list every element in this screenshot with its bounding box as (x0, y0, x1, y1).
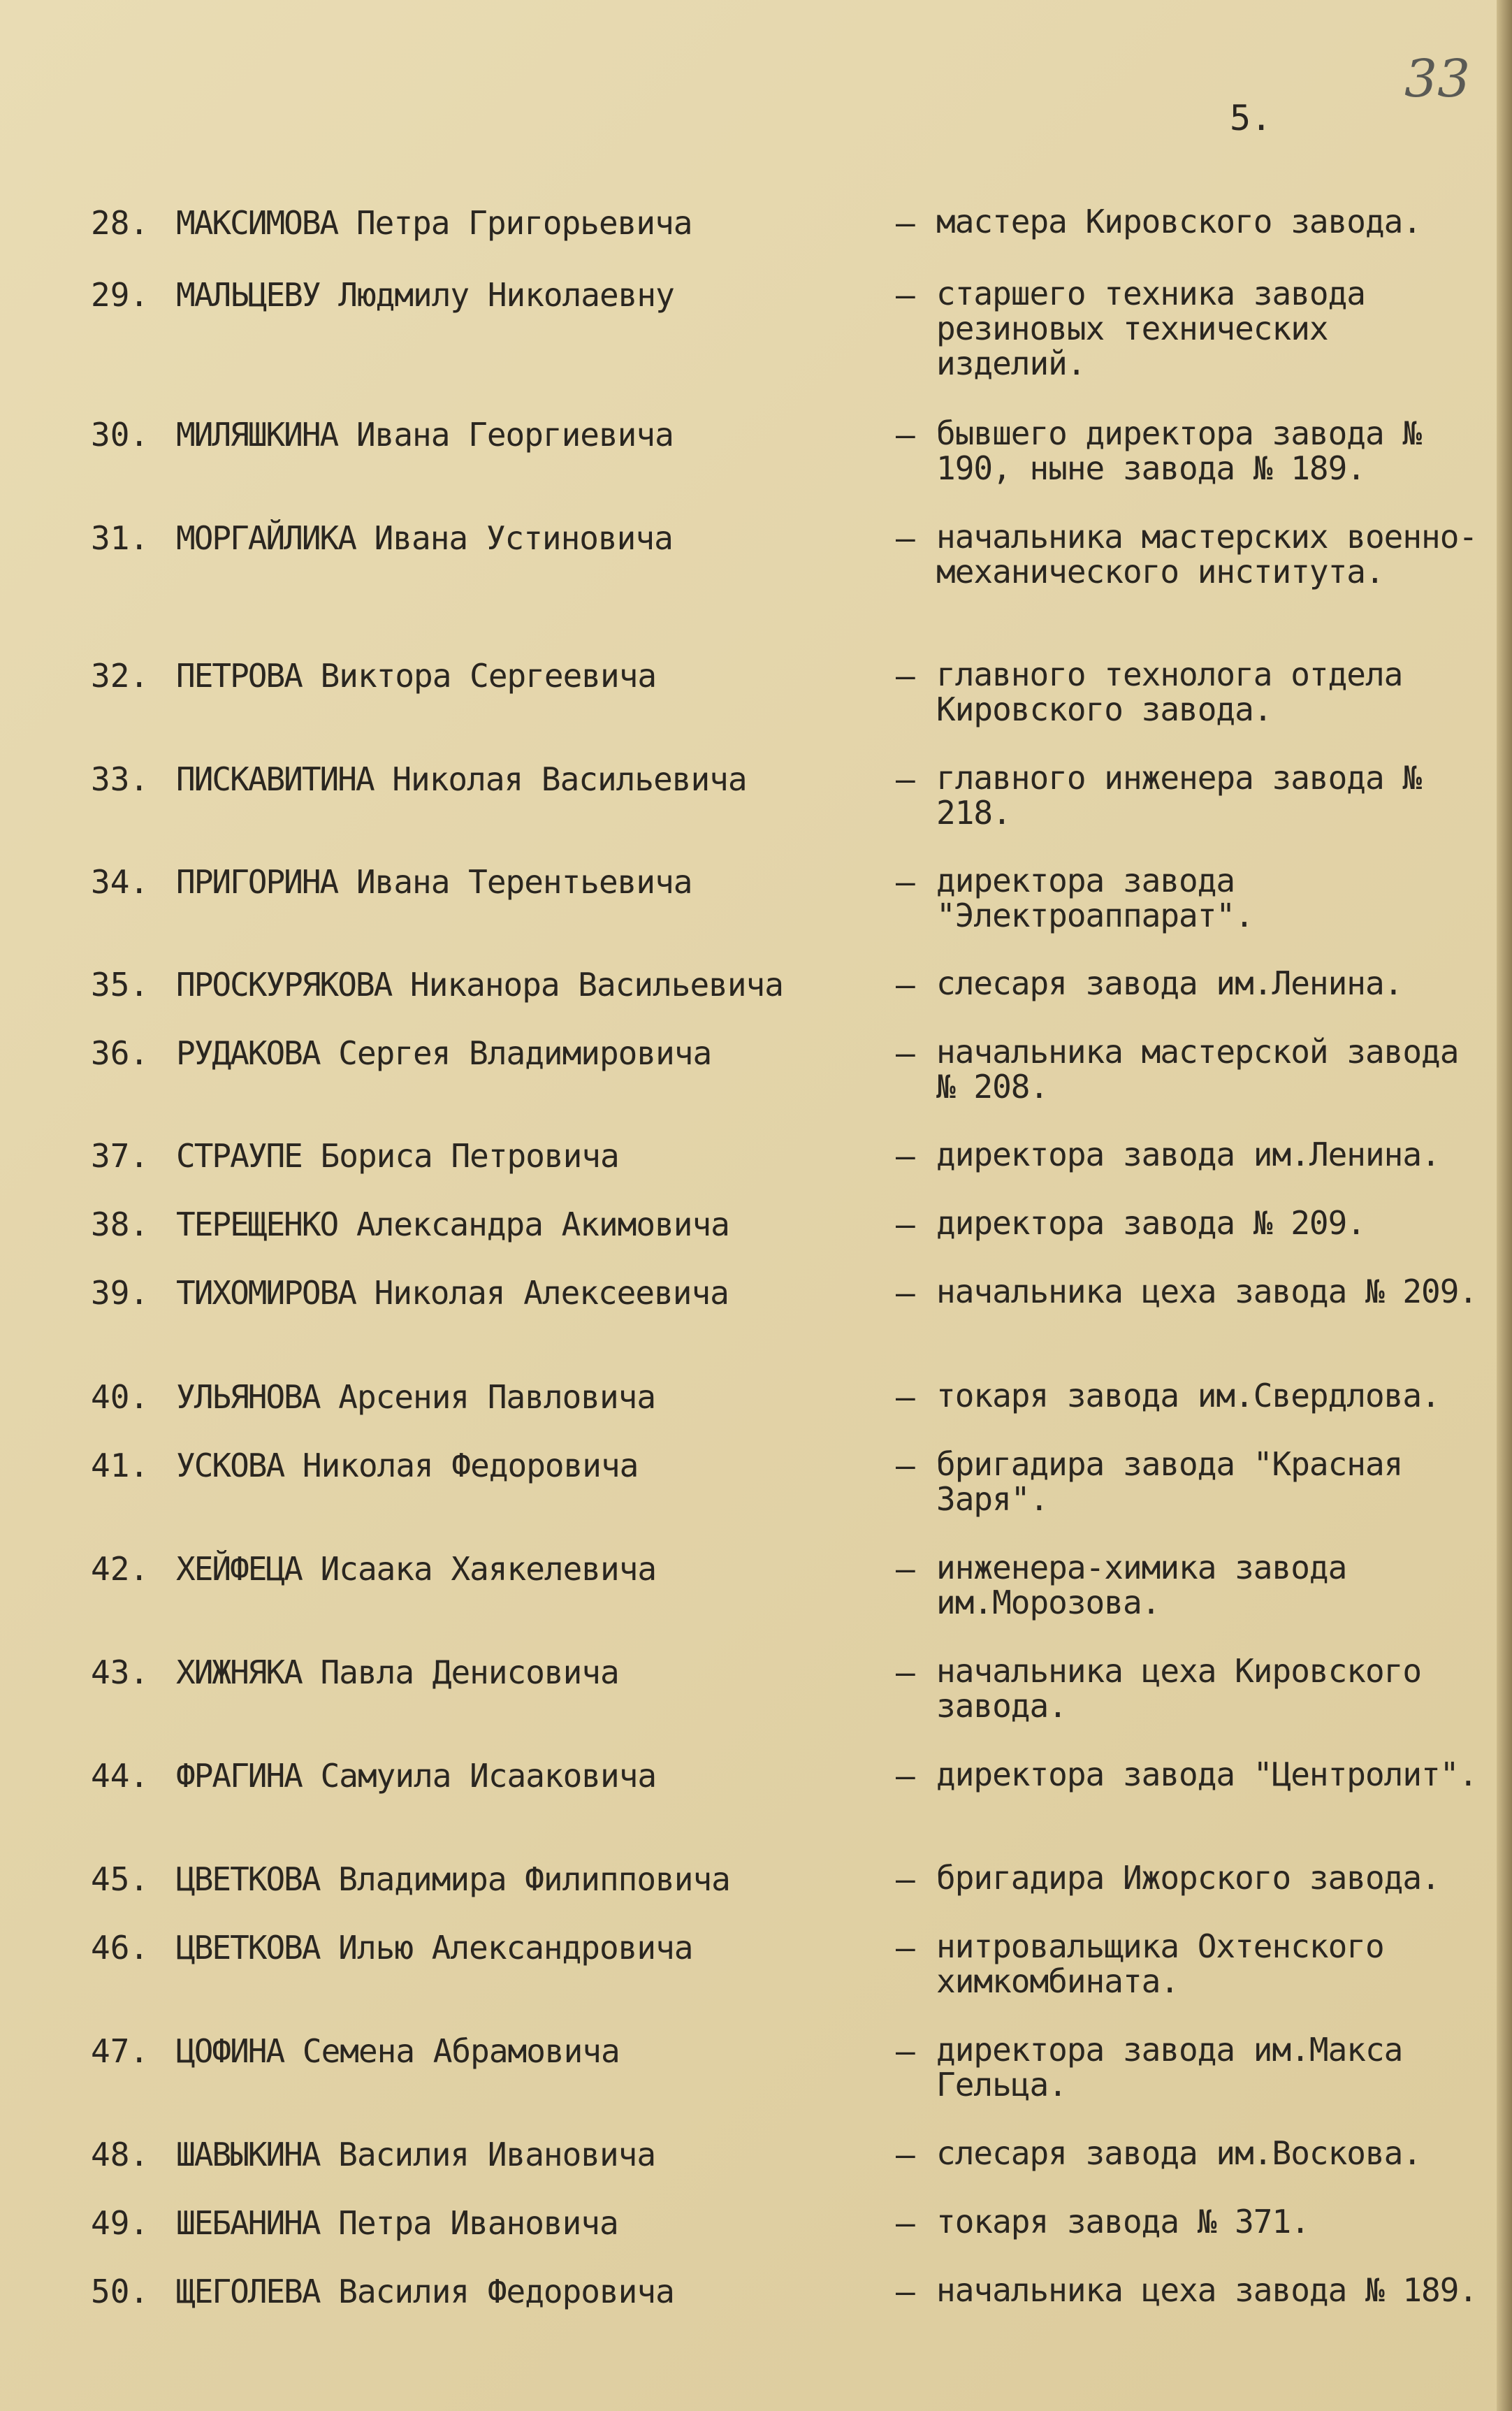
person-surname: УСКОВА (176, 1447, 284, 1484)
separator-dash: – (896, 1550, 915, 1588)
entry-number: 34. (91, 863, 150, 901)
person-given-names: Петра Григорьевича (356, 204, 692, 242)
entry-number: 32. (91, 657, 150, 695)
separator-dash: – (896, 1929, 915, 1967)
position-description: начальника цеха завода № 189. (936, 2271, 1478, 2309)
position-description: слесаря завода им.Воскова. (936, 2134, 1422, 2172)
person-surname: РУДАКОВА (176, 1034, 320, 1072)
separator-dash: – (896, 863, 915, 901)
separator-dash: – (896, 1447, 915, 1484)
position-description: нитровальщика Охтенского химкомбината. (936, 1927, 1384, 2000)
person-surname: УЛЬЯНОВА (176, 1378, 320, 1416)
person-given-names: Исаака Хаякелевича (320, 1550, 657, 1588)
entry-number: 46. (91, 1929, 150, 1967)
person-given-names: Самуила Исааковича (320, 1757, 657, 1795)
position-description: директора завода им.Макса Гельца. (936, 2031, 1403, 2104)
person-surname: ПРИГОРИНА (176, 863, 338, 901)
person-name (176, 1447, 882, 1484)
position-description: начальника цеха Кировского завода. (936, 1652, 1422, 1725)
entry-number: 31. (91, 519, 150, 557)
person-name (176, 863, 882, 901)
separator-dash: – (896, 760, 915, 798)
person-surname: ХЕЙФЕЦА (176, 1550, 302, 1588)
entry-number: 30. (91, 416, 150, 454)
person-given-names: Александра Акимовича (356, 1206, 729, 1243)
person-given-names: Арсения Павловича (338, 1378, 656, 1416)
person-name (176, 1274, 882, 1312)
entry-number: 28. (91, 204, 150, 242)
entry-number: 48. (91, 2136, 150, 2173)
person-name (176, 416, 882, 454)
entry-number: 43. (91, 1653, 150, 1691)
position-description: начальника мастерской завода № 208. (936, 1033, 1459, 1106)
entry-number: 45. (91, 1860, 150, 1898)
position-description: главного инженера завода № 218. (936, 759, 1422, 832)
entry-number: 44. (91, 1757, 150, 1795)
position-description: токаря завода № 371. (936, 2203, 1309, 2240)
separator-dash: – (896, 204, 915, 242)
position-description: старшего техника завода резиновых технических изделий. (936, 275, 1365, 382)
person-name (176, 1034, 882, 1072)
archive-sheet-number: 33 (1404, 49, 1471, 109)
person-given-names: Людмилу Николаевну (338, 276, 674, 314)
person-name (176, 519, 882, 557)
person-given-names: Илью Александровича (338, 1929, 693, 1967)
position-description: бывшего директора завода № 190, ныне завода № 189. (936, 414, 1422, 487)
entry-number: 40. (91, 1378, 150, 1416)
entry-number: 33. (91, 760, 150, 798)
position-description: бригадира Ижорского завода. (936, 1859, 1440, 1897)
separator-dash: – (896, 1206, 915, 1243)
person-surname: ШЕБАНИНА (176, 2204, 320, 2242)
person-name (176, 1929, 882, 1967)
person-given-names: Семена Абрамовича (302, 2032, 620, 2070)
position-description: мастера Кировского завода. (936, 203, 1422, 240)
person-name (176, 966, 882, 1004)
separator-dash: – (896, 1757, 915, 1795)
position-description: слесаря завода им.Ленина. (936, 964, 1403, 1002)
separator-dash: – (896, 2032, 915, 2070)
person-surname: ЦВЕТКОВА (176, 1929, 320, 1967)
entry-number: 38. (91, 1206, 150, 1243)
person-surname: ЦВЕТКОВА (176, 1860, 320, 1898)
position-description: токаря завода им.Свердлова. (936, 1377, 1440, 1414)
entry-number: 36. (91, 1034, 150, 1072)
position-description: директора завода "Центролит". (936, 1755, 1478, 1793)
entry-number: 42. (91, 1550, 150, 1588)
person-given-names: Павла Денисовича (320, 1653, 619, 1691)
person-given-names: Василия Федоровича (338, 2273, 674, 2310)
person-surname: ПЕТРОВА (176, 657, 302, 695)
entry-number: 37. (91, 1137, 150, 1175)
person-surname: МОРГАЙЛИКА (176, 519, 356, 557)
person-surname: ПРОСКУРЯКОВА (176, 966, 392, 1004)
person-name (176, 657, 882, 695)
entry-number: 39. (91, 1274, 150, 1312)
position-description: бригадира завода "Красная Заря". (936, 1445, 1403, 1518)
person-name (176, 2136, 882, 2173)
separator-dash: – (896, 2273, 915, 2310)
person-surname: ТЕРЕЩЕНКО (176, 1206, 338, 1243)
page-number: 5. (1230, 98, 1272, 138)
separator-dash: – (896, 966, 915, 1004)
separator-dash: – (896, 2136, 915, 2173)
person-name (176, 1550, 882, 1588)
person-surname: ШАВЫКИНА (176, 2136, 320, 2173)
person-given-names: Никанора Васильевича (410, 966, 783, 1004)
position-description: начальника мастерских военно-механического института. (936, 518, 1478, 591)
person-surname: ЦОФИНА (176, 2032, 284, 2070)
person-given-names: Бориса Петровича (320, 1137, 619, 1175)
entry-number: 35. (91, 966, 150, 1004)
separator-dash: – (896, 276, 915, 314)
separator-dash: – (896, 657, 915, 695)
person-surname: МАКСИМОВА (176, 204, 338, 242)
separator-dash: – (896, 1378, 915, 1416)
person-surname: ПИСКАВИТИНА (176, 760, 374, 798)
position-description: начальника цеха завода № 209. (936, 1273, 1478, 1310)
separator-dash: – (896, 1860, 915, 1898)
person-name (176, 1653, 882, 1691)
position-description: директора завода им.Ленина. (936, 1136, 1440, 1173)
person-name (176, 1860, 882, 1898)
position-description: инженера-химика завода им.Морозова. (936, 1549, 1347, 1621)
person-name (176, 2204, 882, 2242)
person-given-names: Петра Ивановича (338, 2204, 618, 2242)
person-given-names: Николая Васильевича (392, 760, 747, 798)
person-surname: СТРАУПЕ (176, 1137, 302, 1175)
person-surname: ФРАГИНА (176, 1757, 302, 1795)
position-description: главного технолога отдела Кировского завода. (936, 656, 1403, 728)
person-name (176, 760, 882, 798)
separator-dash: – (896, 2204, 915, 2242)
person-given-names: Николая Федоровича (302, 1447, 639, 1484)
separator-dash: – (896, 1653, 915, 1691)
person-surname: ЩЕГОЛЕВА (176, 2273, 320, 2310)
person-name (176, 1206, 882, 1243)
entry-number: 47. (91, 2032, 150, 2070)
person-name (176, 2032, 882, 2070)
separator-dash: – (896, 1274, 915, 1312)
person-surname: ТИХОМИРОВА (176, 1274, 356, 1312)
separator-dash: – (896, 416, 915, 454)
entry-number: 50. (91, 2273, 150, 2310)
entry-number: 29. (91, 276, 150, 314)
position-description: директора завода "Электроаппарат". (936, 862, 1253, 934)
separator-dash: – (896, 1034, 915, 1072)
person-given-names: Владимира Филипповича (338, 1860, 730, 1898)
person-name (176, 1757, 882, 1795)
person-given-names: Николая Алексеевича (374, 1274, 729, 1312)
separator-dash: – (896, 1137, 915, 1175)
person-name (176, 276, 882, 314)
person-given-names: Ивана Георгиевича (356, 416, 674, 454)
position-description: директора завода № 209. (936, 1204, 1365, 1242)
entry-number: 49. (91, 2204, 150, 2242)
person-given-names: Василия Ивановича (338, 2136, 656, 2173)
person-name (176, 1378, 882, 1416)
person-surname: ХИЖНЯКА (176, 1653, 302, 1691)
entry-number: 41. (91, 1447, 150, 1484)
person-given-names: Ивана Терентьевича (356, 863, 692, 901)
person-name (176, 2273, 882, 2310)
person-given-names: Ивана Устиновича (374, 519, 673, 557)
person-surname: МАЛЬЦЕВУ (176, 276, 320, 314)
person-given-names: Сергея Владимировича (338, 1034, 712, 1072)
person-given-names: Виктора Сергеевича (320, 657, 657, 695)
person-name (176, 204, 882, 242)
separator-dash: – (896, 519, 915, 557)
person-name (176, 1137, 882, 1175)
person-surname: МИЛЯШКИНА (176, 416, 338, 454)
